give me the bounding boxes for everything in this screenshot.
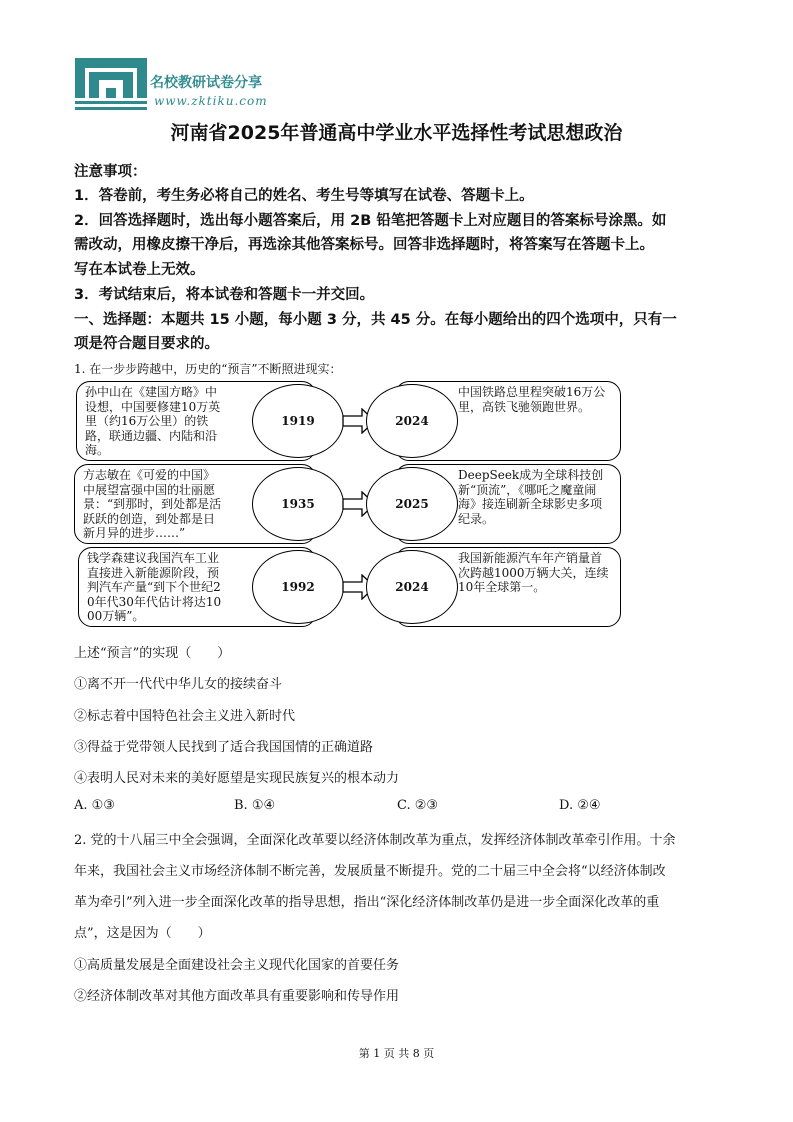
page-title: 河南省2025年普通高中学业水平选择性考试思想政治 [170,122,623,144]
year-circle: 1919 [252,384,344,458]
year-circle: 2025 [366,467,458,541]
q2-line: 年来，我国社会主义市场经济体制不断完善，发展质量不断提升。党的二十届三中全会将“以经济体制改 [74,864,666,879]
q1-question: 上述“预言”的实现（ ） [74,646,231,661]
year-circle: 2024 [366,550,458,624]
q2-item: ①高质量发展是全面建设社会主义现代化国家的首要任务 [74,958,400,973]
q2-item: ②经济体制改革对其他方面改革具有重要影响和传导作用 [74,989,400,1004]
prophecy-box: 孙中山在《建国方略》中设想，中国要修建10万英里（约16万公里）的铁路，联通边疆、内陆和沿海。 [76,381,316,461]
q1-option-d: D. ②④ [559,798,601,813]
q2-line: 革为牵引”列入进一步全面深化改革的指导思想，指出“深化经济体制改革仍是进一步全面深化改革的重 [74,895,660,910]
reality-box: 我国新能源汽车年产销量首次跨越1000万辆大关，连续10年全球第一。 [395,547,621,627]
logo-icon [75,58,147,112]
year-circle: 1935 [252,467,344,541]
notes-heading: 注意事项： [74,164,147,180]
section-heading: 一、选择题：本题共 15 小题，每小题 3 分，共 45 分。在每小题给出的四个选项中，只有一 [74,312,677,328]
logo-url: www.zktiku.com [154,94,268,108]
note-line: 2．回答选择题时，选出每小题答案后，用 2B 铅笔把答题卡上对应题目的答案标号涂黑。如 [74,213,667,229]
q2-line: 点”，这是因为（ ） [74,926,211,941]
section-heading: 项是符合题目要求的。 [74,336,219,352]
logo-name: 名校教研试卷分享 [150,75,262,91]
page-number: 第 1 页 共 8 页 [358,1047,435,1060]
prophecy-box: 钱学森建议我国汽车工业直接进入新能源阶段，预判汽车产量“到下个世纪20年代30年代估计将达1000万辆”。 [78,547,316,627]
reality-box: DeepSeek成为全球科技创新“顶流”，《哪吒之魔童闹海》接连刷新全球影史多项纪录。 [395,464,621,544]
q1-item: ④表明人民对未来的美好愿望是实现民族复兴的根本动力 [74,771,400,786]
note-line: 需改动，用橡皮擦干净后，再选涂其他答案标号。回答非选择题时，将答案写在答题卡上。 [74,237,654,253]
q1-item: ③得益于党带领人民找到了适合我国国情的正确道路 [74,740,374,755]
q1-option-c: C. ②③ [397,798,439,813]
q1-item: ①离不开一代代中华儿女的接续奋斗 [74,677,283,692]
q1-stem: 1. 在一步步跨越中，历史的“预言”不断照进现实： [74,362,342,376]
q1-option-b: B. ①④ [234,798,276,813]
year-circle: 1992 [252,550,344,624]
year-circle: 2024 [366,384,458,458]
note-line: 1．答卷前，考生务必将自己的姓名、考生号等填写在试卷、答题卡上。 [74,188,534,204]
q1-option-a: A. ①③ [74,798,115,813]
reality-box: 中国铁路总里程突破16万公里，高铁飞驰领跑世界。 [395,381,621,461]
q1-item: ②标志着中国特色社会主义进入新时代 [74,709,296,724]
note-line: 写在本试卷上无效。 [74,262,205,278]
q2-line: 2. 党的十八届三中全会强调，全面深化改革要以经济体制改革为重点，发挥经济体制改革牵引作用。十余 [74,833,676,848]
note-line: 3．考试结束后，将本试卷和答题卡一并交回。 [74,287,375,303]
prophecy-box: 方志敏在《可爱的中国》中展望富强中国的壮丽愿景：“到那时，到处都是活跃跃的创造，到处都是日新月异的进步……” [74,464,316,544]
